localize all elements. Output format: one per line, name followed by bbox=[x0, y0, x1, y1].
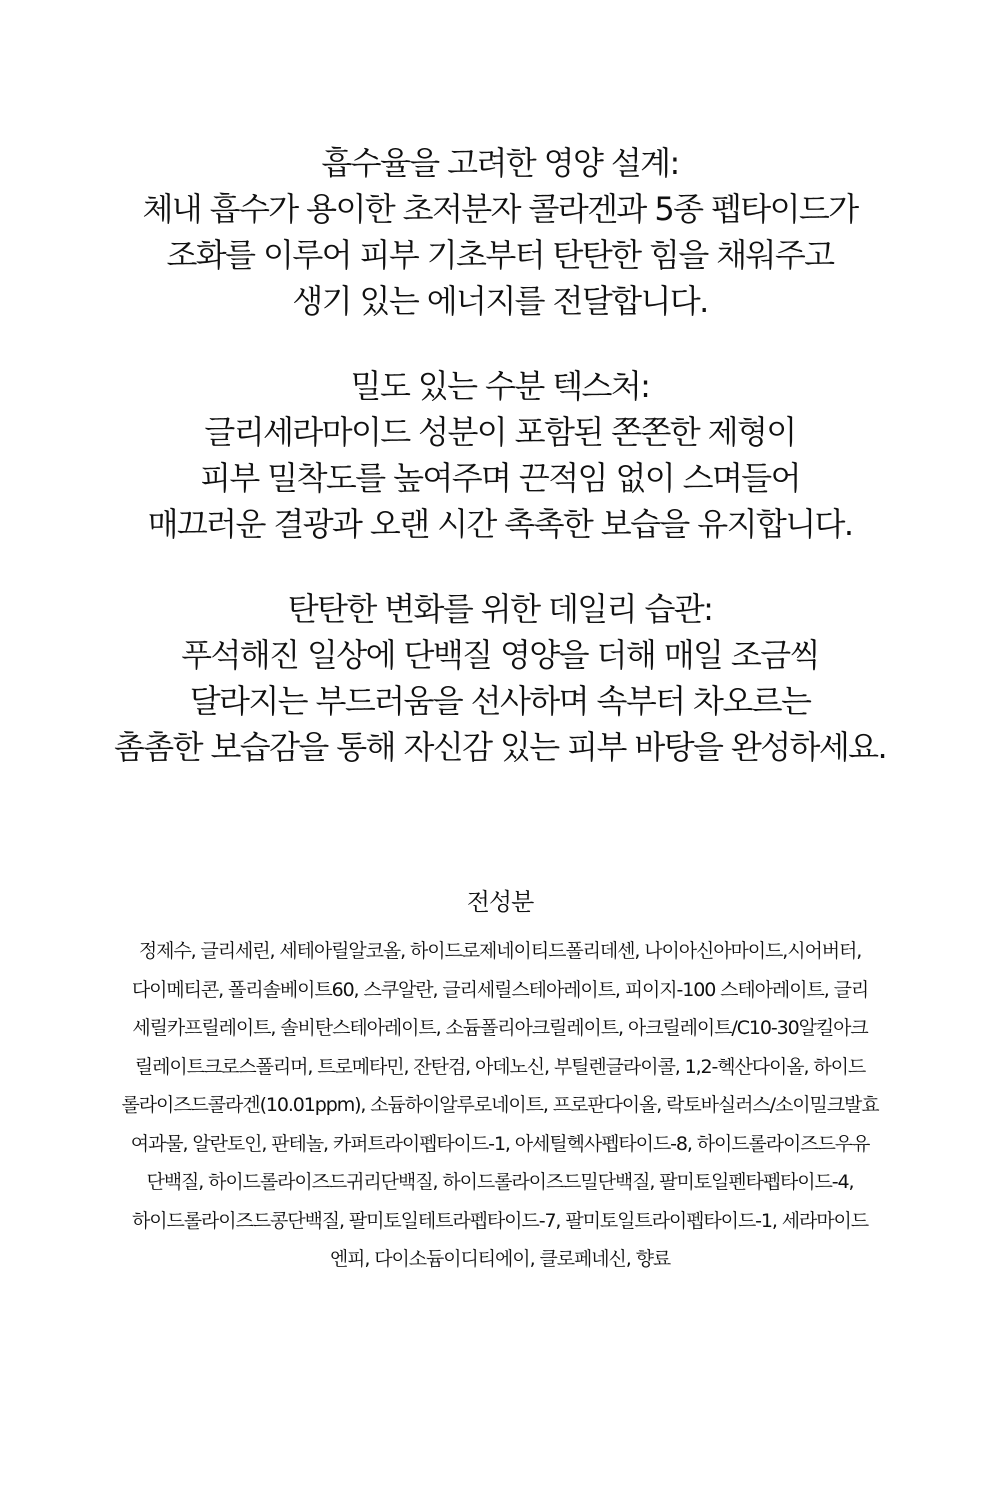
ingredients-line: 하이드롤라이즈드콩단백질, 팔미토일테트라펩타이드-7, 팔미토일트라이펩타이드-1, 세라마이드 bbox=[131, 1209, 869, 1232]
ingredients-line: 릴레이트크로스폴리머, 트로메타민, 잔탄검, 아데노신, 부틸렌글라이콜, 1,2-헥산다이올, 하이드 bbox=[134, 1055, 866, 1078]
section-text-line: 달라지는 부드러움을 선사하며 속부터 차오르는 bbox=[189, 682, 811, 720]
ingredients-line: 엔피, 다이소듐이디티에이, 클로페네신, 향료 bbox=[329, 1248, 671, 1270]
section-text-line: 조화를 이루어 피부 기초부터 탄탄한 힘을 채워주고 bbox=[166, 236, 834, 274]
ingredients-block bbox=[60, 882, 940, 1279]
ingredients-title: 전성분 bbox=[466, 888, 534, 916]
ingredients-line: 롤라이즈드콜라겐(10.01ppm), 소듐하이알루로네이트, 프로판다이올, 락토바실러스/소이밀크발효 bbox=[121, 1094, 879, 1116]
ingredients-line: 단백질, 하이드롤라이즈드귀리단백질, 하이드롤라이즈드밀단백질, 팔미토일펜타펩타이드-4, bbox=[146, 1171, 854, 1193]
ingredients-line: 정제수, 글리세린, 세테아릴알코올, 하이드로제네이티드폴리데센, 나이아신아마이드,시어버터, bbox=[138, 940, 862, 962]
section-heading: 밀도 있는 수분 텍스처: bbox=[350, 367, 650, 405]
ingredients-line: 세릴카프릴레이트, 솔비탄스테아레이트, 소듐폴리아크릴레이트, 아크릴레이트/C10-30알킬아크 bbox=[132, 1017, 868, 1039]
section-text-line: 푸석해진 일상에 단백질 영양을 더해 매일 조금씩 bbox=[181, 636, 819, 674]
section-heading: 흡수율을 고려한 영양 설계: bbox=[321, 144, 679, 182]
section-text-line: 매끄러운 결광과 오랜 시간 촉촉한 보습을 유지합니다. bbox=[147, 505, 853, 543]
description-section-daily-habit bbox=[0, 586, 1000, 770]
section-text-line: 생기 있는 에너지를 전달합니다. bbox=[292, 282, 708, 320]
section-text-line: 촘촘한 보습감을 통해 자신감 있는 피부 바탕을 완성하세요. bbox=[113, 728, 887, 766]
ingredients-line: 다이메티콘, 폴리솔베이트60, 스쿠알란, 글리세릴스테아레이트, 피이지-100 스테아레이트, 글리 bbox=[131, 978, 869, 1001]
section-text-line: 체내 흡수가 용이한 초저분자 콜라겐과 5종 펩타이드가 bbox=[142, 190, 858, 228]
section-heading: 탄탄한 변화를 위한 데일리 습관: bbox=[287, 590, 713, 628]
ingredients-line: 여과물, 알란토인, 판테놀, 카퍼트라이펩타이드-1, 아세틸헥사펩타이드-8, 하이드롤라이즈드우유 bbox=[130, 1132, 870, 1155]
section-text-line: 글리세라마이드 성분이 포함된 쫀쫀한 제형이 bbox=[204, 413, 796, 451]
section-text-line: 피부 밀착도를 높여주며 끈적임 없이 스며들어 bbox=[200, 459, 800, 497]
description-section-texture bbox=[0, 363, 1000, 547]
description-section-absorption bbox=[0, 140, 1000, 324]
ingredients-list bbox=[60, 932, 940, 1279]
product-description bbox=[0, 140, 1000, 809]
